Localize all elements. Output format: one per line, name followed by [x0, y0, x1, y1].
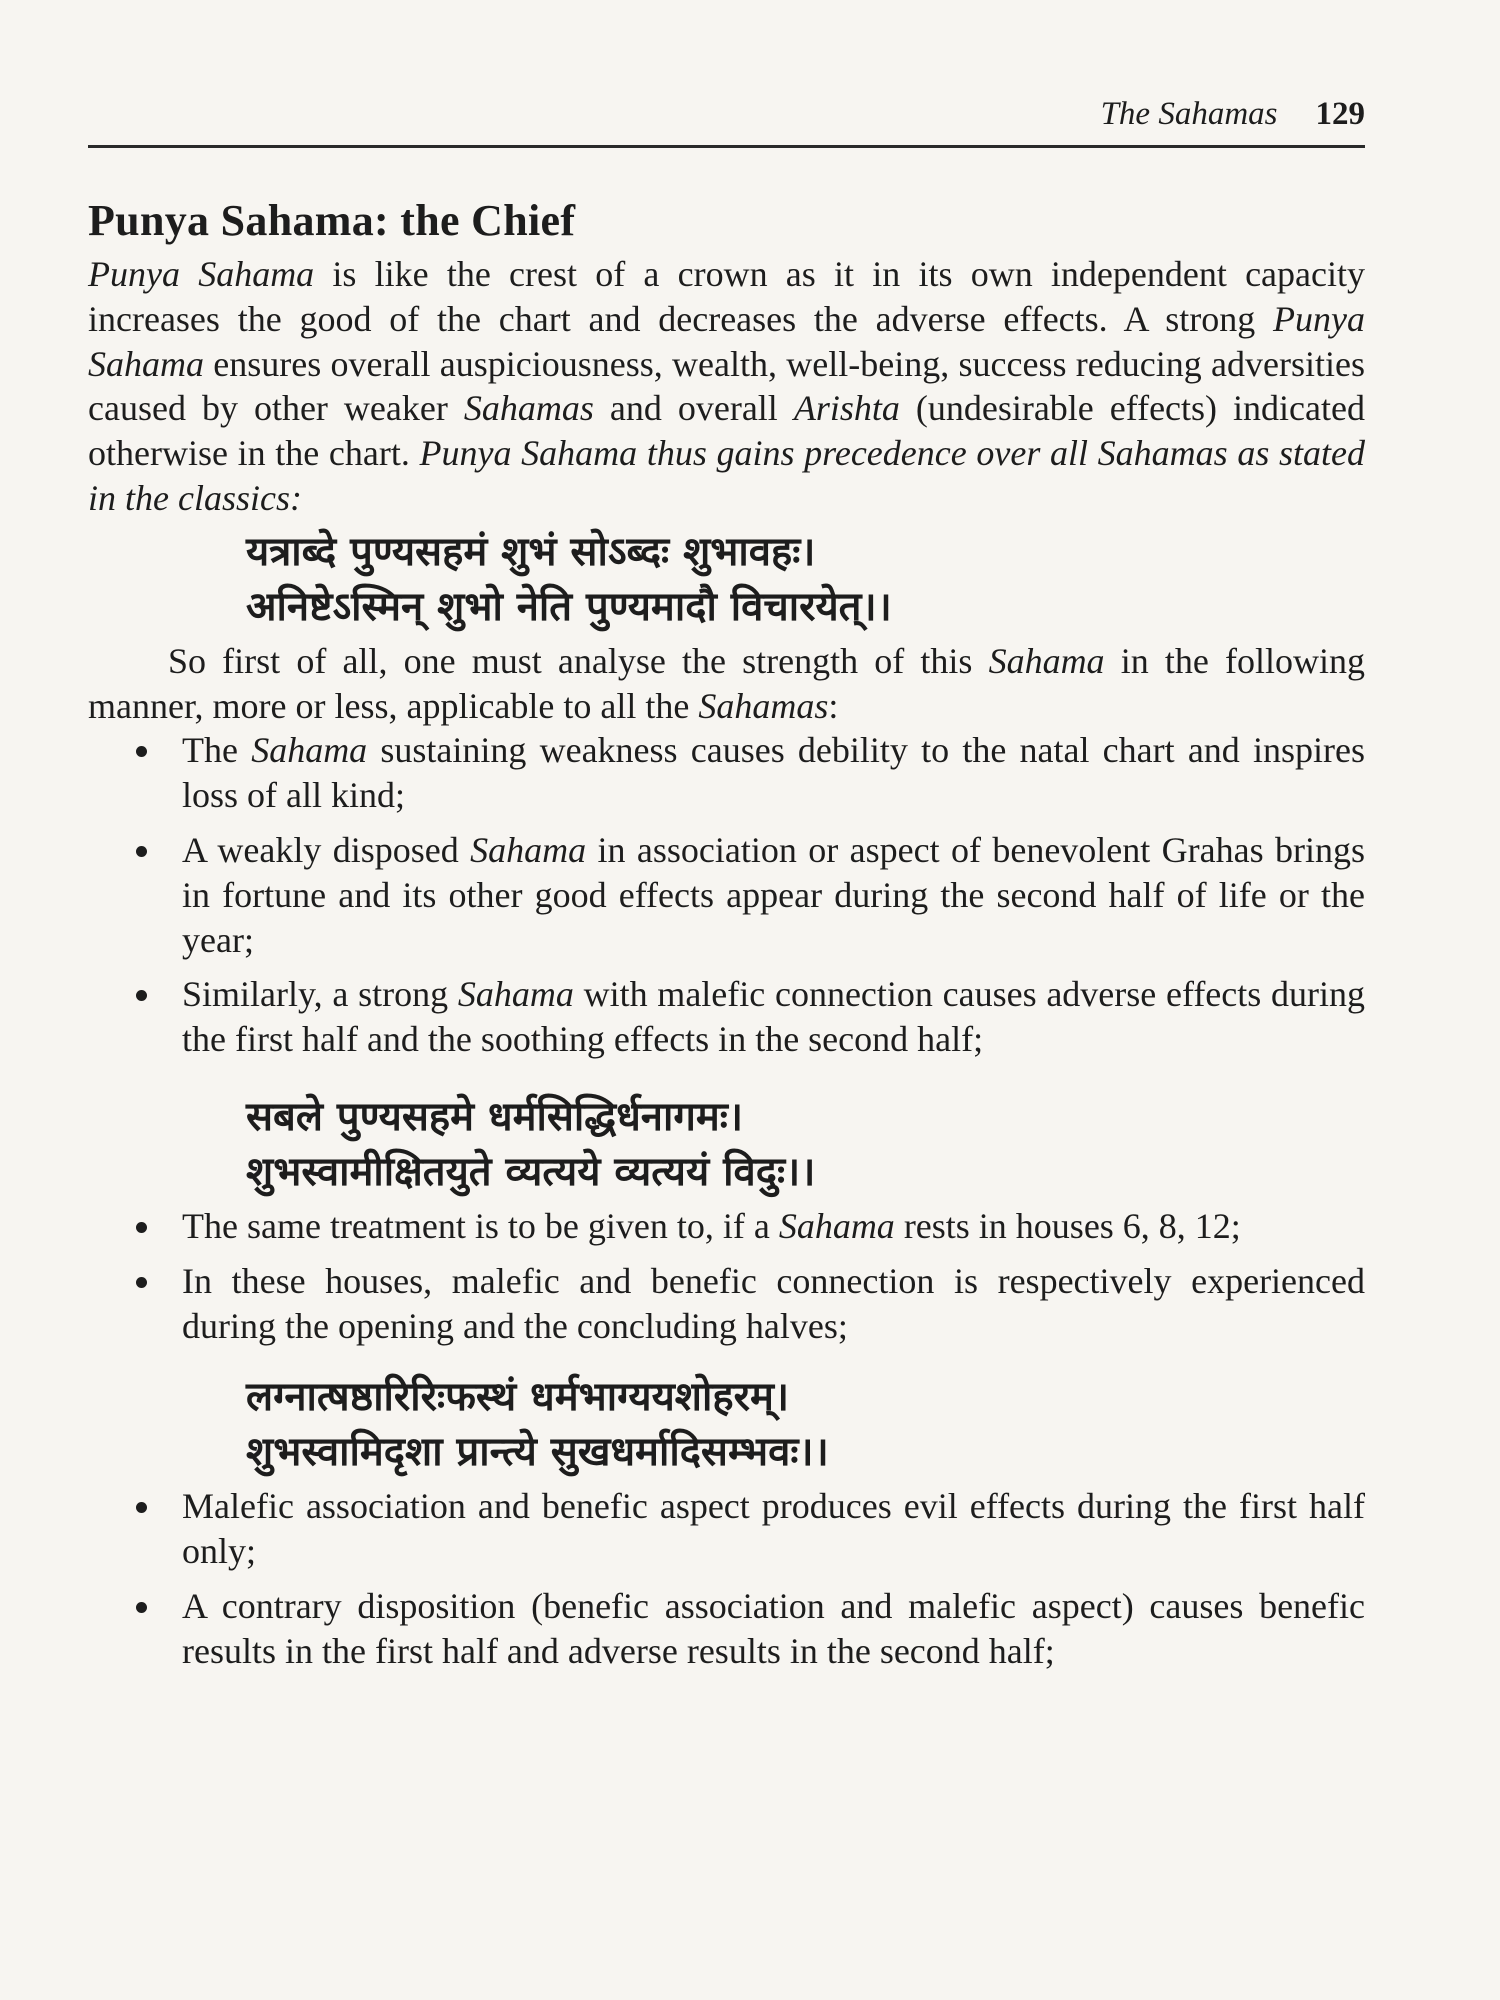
sanskrit-verse-1 [246, 525, 1365, 635]
section-heading: Punya Sahama: the Chief [88, 196, 576, 245]
verse-line: सबले पुण्यसहमे धर्मसिद्धिर्धनागमः। [246, 1093, 744, 1140]
bullet-list-b [88, 1204, 1365, 1348]
verse-line: अनिष्टेऽस्मिन् शुभो नेति पुण्यमादौ विचारयेत्।। [246, 583, 892, 630]
text-run: Malefic association and benefic aspect produces evil effects during the first half only; [182, 1486, 1365, 1572]
bullet-icon [136, 1502, 147, 1513]
term: Punya Sahama [88, 254, 315, 294]
term: Arishta [793, 388, 900, 429]
bullet-icon [136, 1277, 147, 1288]
bullet-icon [136, 746, 147, 757]
bullet-list-a [88, 728, 1365, 1062]
verse-line: शुभस्वामिदृशा प्रान्त्ये सुखधर्मादिसम्भवः।। [246, 1429, 829, 1476]
text-run: The [182, 730, 252, 771]
verse-line: लग्नात्षष्ठारिरिःफस्थं धर्मभाग्ययशोहरम्। [246, 1374, 790, 1421]
list-item [88, 728, 1365, 818]
list-item [88, 1204, 1365, 1249]
term: Sahamas [463, 388, 594, 429]
term: Sahama [988, 640, 1105, 681]
text-run: with malefic connection causes adverse effects during the first half and the soothing effects in the second half; [182, 974, 1365, 1060]
intro-paragraph [88, 252, 1365, 521]
text-run: A weakly disposed [182, 829, 471, 870]
term: Sahama [470, 829, 587, 870]
text-run: Similarly, a strong [182, 974, 458, 1015]
analysis-paragraph [88, 639, 1365, 729]
text-run: sustaining weakness causes debility to the natal chart and inspires loss of all kind; [182, 730, 1366, 816]
sanskrit-verse-3 [246, 1370, 1365, 1480]
term: Punya Sahama thus gains precedence over all Sahamas as stated in the classics: [88, 433, 1365, 518]
text-run: ensures overall auspiciousness, wealth, well-being, success reducing adversities caused by other weaker [88, 343, 1365, 429]
bullet-icon [136, 1222, 147, 1233]
page-number: 129 [1315, 96, 1365, 132]
list-item [88, 1484, 1365, 1574]
text-run: So first of all, one must analyse the strength of this [168, 640, 989, 681]
bullet-icon [136, 990, 147, 1001]
text-run: and overall [593, 388, 794, 429]
running-title: The Sahamas [1100, 96, 1278, 132]
verse-line: शुभस्वामीक्षितयुते व्यत्यये व्यत्ययं विदुः।। [246, 1148, 816, 1195]
term: Sahama [778, 1205, 895, 1246]
bullet-icon [136, 846, 147, 857]
text-run: in association or aspect of benevolent Grahas brings in fortune and its other good effects appear during the second half of life or the year; [182, 829, 1366, 960]
page-content [88, 195, 1365, 1684]
list-item [88, 1259, 1365, 1349]
term: Sahama [251, 730, 368, 771]
text-run: is like the crest of a crown as it in its own independent capacity increases the good of the chart and decreases the adverse effects. A strong [88, 254, 1365, 339]
list-item [88, 828, 1365, 962]
text-run: In these houses, malefic and benefic connection is respectively experienced during the opening and the concluding halves; [182, 1260, 1365, 1346]
bullet-list-c [88, 1484, 1365, 1673]
text-run: rests in houses 6, 8, 12; [894, 1205, 1241, 1246]
text-run: The same treatment is to be given to, if a [182, 1205, 779, 1246]
verse-line: यत्राब्दे पुण्यसहमं शुभं सोऽब्दः शुभावहः। [246, 528, 816, 575]
term: Sahama [457, 974, 574, 1015]
bullet-icon [136, 1602, 147, 1613]
list-item [88, 1584, 1365, 1674]
text-run: : [828, 685, 839, 726]
term: Sahamas [698, 685, 829, 726]
text-run: (undesirable effects) indicated otherwise in the chart. [88, 388, 1365, 474]
page-header [88, 96, 1365, 148]
sanskrit-verse-2 [246, 1090, 1365, 1200]
text-run: in the following manner, more or less, applicable to all the [88, 640, 1365, 726]
text-run: A contrary disposition (benefic association and malefic aspect) causes benefic results in the first half and adverse results in the second half; [182, 1585, 1365, 1671]
list-item [88, 972, 1365, 1062]
term: Punya Sahama [88, 298, 1365, 384]
